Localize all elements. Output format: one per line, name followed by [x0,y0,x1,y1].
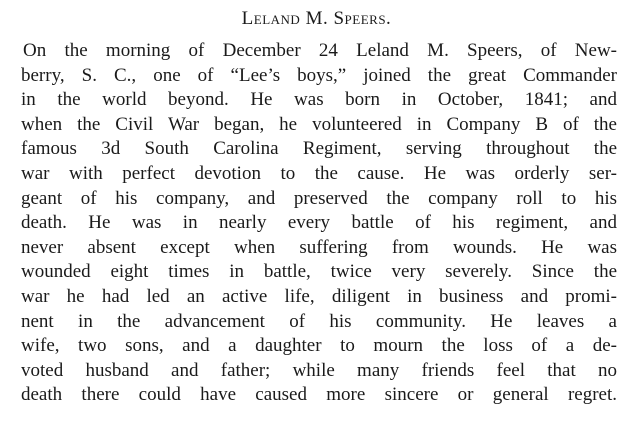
body-line: On the morning of December 24 Leland M. Speers, of New- [23,40,617,61]
body-line: war with perfect devotion to the cause. He was orderly ser- [21,162,617,184]
body-line: death there could have caused more sincere or general regret. [21,384,617,406]
body-line: never absent except when suffering from wounds. He was [21,236,617,258]
body-line: voted husband and father; while many friends feel that no [21,359,617,381]
body-line: nent in the advancement of his community. He leaves a [21,310,617,332]
article-title: Leland M. Speers. [241,8,392,29]
body-line: death. He was in nearly every battle of his regiment, and [21,212,617,234]
body-line: berry, S. C., one of “Lee’s boys,” joined the great Commander [21,64,617,86]
body-line: wounded eight times in battle, twice very severely. Since the [21,261,617,283]
body-line: in the world beyond. He was born in October, 1841; and [21,89,617,111]
body-line: famous 3d South Carolina Regiment, serving throughout the [21,138,617,160]
body-line: war he had led an active life, diligent in business and promi- [21,285,617,307]
body-line: geant of his company, and preserved the company roll to his [21,187,617,209]
body-line: when the Civil War began, he volunteered in Company B of the [21,113,617,135]
body-line: wife, two sons, and a daughter to mourn the loss of a de- [21,335,617,357]
article-body [21,39,617,408]
